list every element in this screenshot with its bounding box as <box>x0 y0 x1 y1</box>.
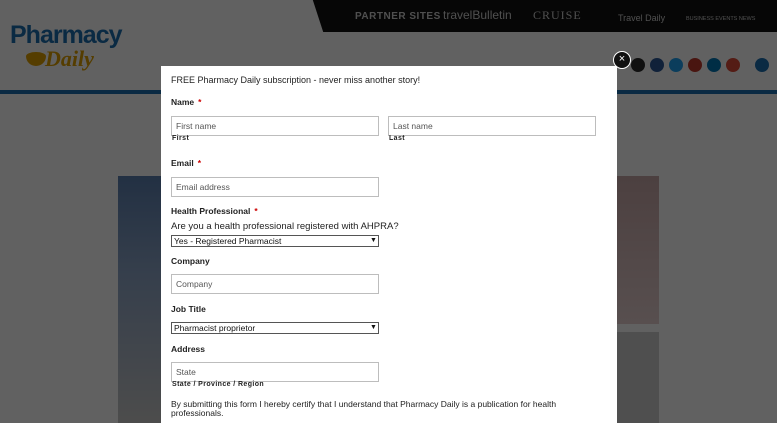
name-label-text: Name <box>171 97 195 107</box>
required-marker: * <box>198 97 202 107</box>
first-name-input[interactable] <box>171 116 379 136</box>
ahpra-question: Are you a health professional registered with AHPRA? <box>171 221 399 232</box>
modal-title: FREE Pharmacy Daily subscription - never miss another story! <box>171 75 421 85</box>
last-name-sublabel: Last <box>389 135 405 142</box>
job-title-label: Job Title <box>171 304 206 314</box>
required-marker: * <box>197 158 201 168</box>
company-label: Company <box>171 256 210 266</box>
state-input[interactable] <box>171 362 379 382</box>
chevron-down-icon: ▼ <box>370 237 377 244</box>
state-sublabel: State / Province / Region <box>172 381 265 388</box>
email-label-text: Email <box>171 158 194 168</box>
job-title-select[interactable] <box>171 322 379 334</box>
chevron-down-icon: ▼ <box>370 324 377 331</box>
close-button[interactable]: × <box>613 51 631 69</box>
email-label <box>171 158 201 168</box>
email-input[interactable] <box>171 177 379 197</box>
first-name-sublabel: First <box>172 135 190 142</box>
address-label: Address <box>171 344 206 354</box>
required-marker: * <box>254 206 258 216</box>
subscription-modal <box>161 66 617 423</box>
disclaimer-text: By submitting this form I hereby certify that I understand that Pharmacy Daily is a publication for health professionals. <box>171 399 557 418</box>
name-label <box>171 97 201 107</box>
health-professional-label <box>171 206 258 216</box>
health-professional-label-text: Health Professional <box>171 206 251 216</box>
last-name-input[interactable] <box>388 116 596 136</box>
health-professional-select[interactable] <box>171 235 379 247</box>
company-input[interactable] <box>171 274 379 294</box>
